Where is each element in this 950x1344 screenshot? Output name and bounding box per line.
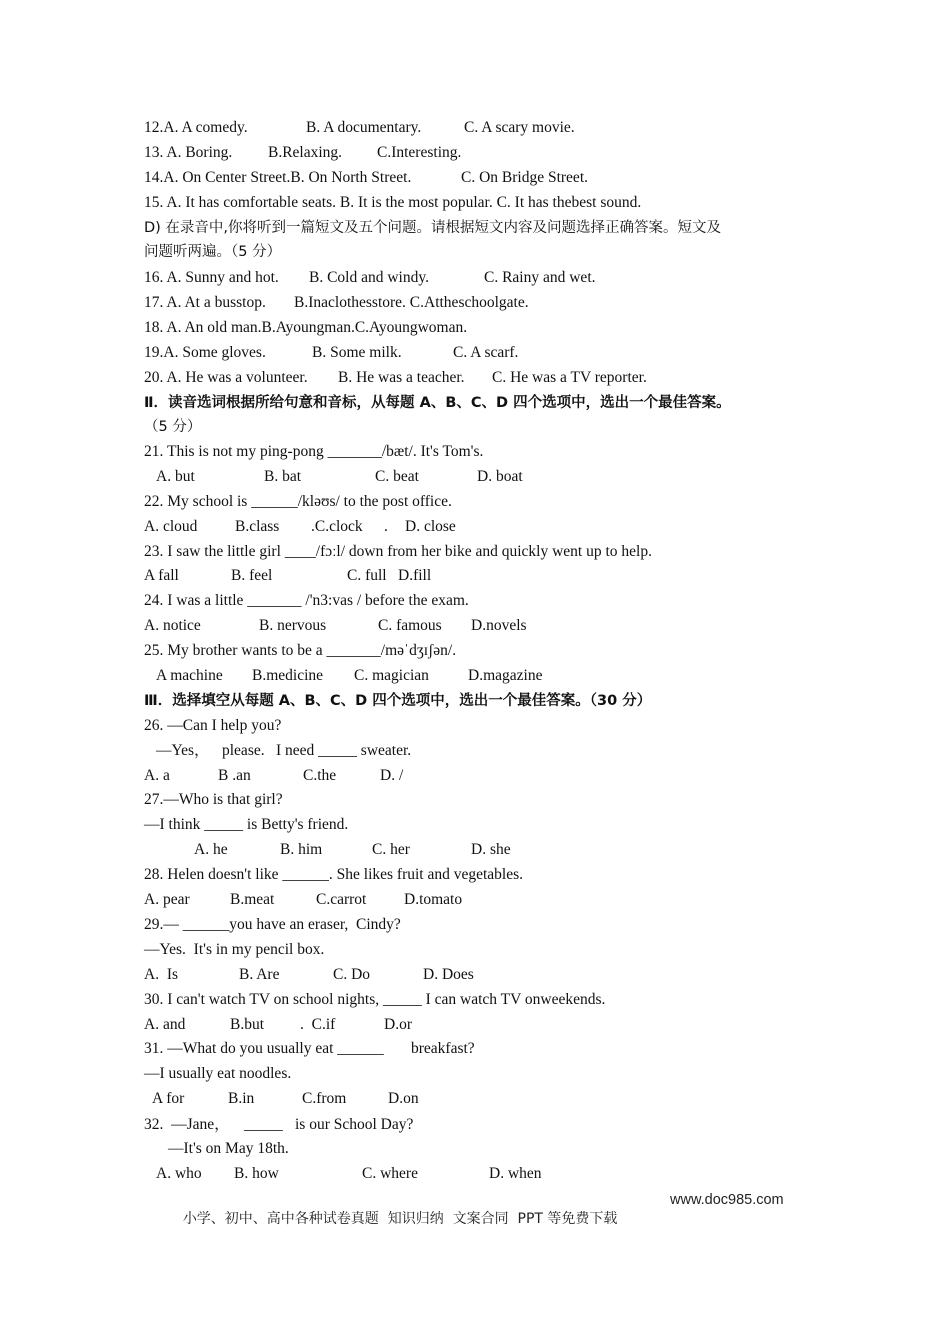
text-segment: C.Interesting. <box>377 144 462 161</box>
text-segment: D.or <box>384 1016 412 1033</box>
text-segment: B. him <box>280 841 323 858</box>
text-segment: C. her <box>372 841 410 858</box>
text-segment: A machine <box>156 667 223 684</box>
text-segment: 32. —Jane， <box>144 1116 230 1133</box>
text-segment: D. boat <box>477 468 523 485</box>
text-segment: C. famous <box>378 617 442 634</box>
text-segment: B. He was a teacher. <box>338 369 465 386</box>
text-segment: 22. My school is ______/kləʊs/ to the post office. <box>144 493 452 510</box>
text-segment: （5 分） <box>144 419 202 435</box>
text-segment: D. close <box>405 518 456 535</box>
footer-url: www.doc985.com <box>670 1192 784 1208</box>
text-segment: B.meat <box>230 891 275 908</box>
text-segment: .C.clock <box>311 518 363 535</box>
text-segment: 28. Helen doesn't like ______. She likes fruit and vegetables. <box>144 866 524 883</box>
text-segment: 29.— ______you have an eraser, Cindy? <box>144 916 401 933</box>
text-segment: 17. A. At a busstop. <box>144 294 266 311</box>
text-segment: A. cloud <box>144 518 198 535</box>
text-segment: please. <box>222 742 265 759</box>
text-segment: B.but <box>230 1016 265 1033</box>
text-segment: B. bat <box>264 468 302 485</box>
text-segment: C. On Bridge Street. <box>461 169 588 186</box>
text-segment: . C.if <box>300 1016 336 1033</box>
text-segment: —It's on May 18th. <box>168 1140 289 1157</box>
text-segment: B.Inaclothesstore. C.Attheschoolgate. <box>294 294 529 311</box>
text-segment: C. full <box>347 567 387 584</box>
text-segment: B. Cold and windy. <box>309 269 429 286</box>
text-segment: —I usually eat noodles. <box>144 1065 292 1082</box>
text-segment: C. A scary movie. <box>464 119 575 136</box>
text-segment: A. a <box>144 767 170 784</box>
text-segment: is our School Day? <box>295 1116 414 1133</box>
text-segment: B. A documentary. <box>306 119 422 136</box>
text-segment: 13. A. Boring. <box>144 144 233 161</box>
text-segment: B .an <box>218 767 251 784</box>
text-segment: B.medicine <box>252 667 324 684</box>
text-segment: 14.A. On Center Street.B. On North Street. <box>144 169 412 186</box>
text-segment: Ⅲ．选择填空从每题 A、B、C、D 四个选项中，选出一个最佳答案。（30 分） <box>144 693 652 709</box>
text-segment: 18. A. An old man.B.Ayoungman.C.Ayoungwoman. <box>144 319 468 336</box>
text-segment: D. she <box>471 841 511 858</box>
text-segment: C. where <box>362 1165 418 1182</box>
text-segment: —Yes， <box>156 742 210 759</box>
text-segment: —I think _____ is Betty's friend. <box>144 816 349 833</box>
text-segment: 23. I saw the little girl ____/fɔːl/ down from her bike and quickly went up to help. <box>144 543 652 560</box>
text-segment: 16. A. Sunny and hot. <box>144 269 279 286</box>
text-segment: C. A scarf. <box>453 344 519 361</box>
text-segment: B.class <box>235 518 280 535</box>
text-segment: D.on <box>388 1090 419 1107</box>
text-segment: D.magazine <box>468 667 543 684</box>
text-segment: C.the <box>303 767 337 784</box>
text-segment: B. nervous <box>259 617 327 634</box>
text-segment: A. who <box>156 1165 202 1182</box>
text-segment: D.tomato <box>404 891 463 908</box>
text-segment: 31. —What do you usually eat ______ <box>144 1040 384 1057</box>
text-segment: 19.A. Some gloves. <box>144 344 266 361</box>
footer-text: 小学、初中、高中各种试卷真题 知识归纳 文案合同 PPT 等免费下载 <box>182 1211 618 1227</box>
text-segment: B. Some milk. <box>312 344 402 361</box>
text-segment: —Yes. It's in my pencil box. <box>144 941 325 958</box>
text-segment: 27.—Who is that girl? <box>144 791 283 808</box>
text-segment: A fall <box>144 567 179 584</box>
text-segment: D) 在录音中,你将听到一篇短文及五个问题。请根据短文内容及问题选择正确答案。短文及 <box>144 220 722 236</box>
text-segment: 问题听两遍。（5 分） <box>144 244 282 260</box>
text-segment: C. Do <box>333 966 371 983</box>
text-segment: I need _____ sweater. <box>276 742 412 759</box>
text-segment: D. Does <box>423 966 474 983</box>
text-segment: B. Are <box>239 966 280 983</box>
text-segment: B.in <box>228 1090 255 1107</box>
text-segment: A. Is <box>144 966 179 983</box>
text-segment: C.from <box>302 1090 347 1107</box>
text-segment: breakfast? <box>411 1040 475 1057</box>
text-segment: B.Relaxing. <box>268 144 343 161</box>
text-segment: 12.A. A comedy. <box>144 119 248 136</box>
text-segment: B. how <box>234 1165 279 1182</box>
text-segment: A. and <box>144 1016 186 1033</box>
text-segment: 21. This is not my ping-pong _______/bæt/. It's Tom's. <box>144 443 484 460</box>
text-segment: A. pear <box>144 891 190 908</box>
text-segment: 24. I was a little _______ /'n3:vas / before the exam. <box>144 592 469 609</box>
text-segment: A for <box>152 1090 185 1107</box>
text-segment: . <box>384 518 388 535</box>
text-segment: D.fill <box>398 567 432 584</box>
text-segment: A. notice <box>144 617 201 634</box>
text-segment: C.carrot <box>316 891 367 908</box>
text-segment: _____ <box>244 1116 283 1133</box>
text-segment: C. He was a TV reporter. <box>492 369 647 386</box>
text-segment: A. but <box>156 468 195 485</box>
text-segment: A. he <box>194 841 228 858</box>
page-footer <box>165 1192 784 1260</box>
text-segment: C. beat <box>375 468 419 485</box>
text-segment: D.novels <box>471 617 527 634</box>
text-segment: D. when <box>489 1165 542 1182</box>
text-segment: 30. I can't watch TV on school nights, _____ I can watch TV onweekends. <box>144 991 606 1008</box>
text-segment: 25. My brother wants to be a _______/məˈdʒɪʃən/. <box>144 642 457 659</box>
text-segment: 20. A. He was a volunteer. <box>144 369 308 386</box>
text-segment: C. magician <box>354 667 429 684</box>
text-segment: 26. —Can I help you? <box>144 717 282 734</box>
text-segment: Ⅱ．读音选词根据所给句意和音标，从每题 A、B、C、D 四个选项中，选出一个最佳答案。 <box>144 395 731 411</box>
text-segment: C. Rainy and wet. <box>484 269 596 286</box>
text-segment: D. / <box>380 767 404 784</box>
text-segment: B. feel <box>231 567 273 584</box>
text-segment: 15. A. It has comfortable seats. B. It is the most popular. C. It has thebest sound. <box>144 194 642 211</box>
